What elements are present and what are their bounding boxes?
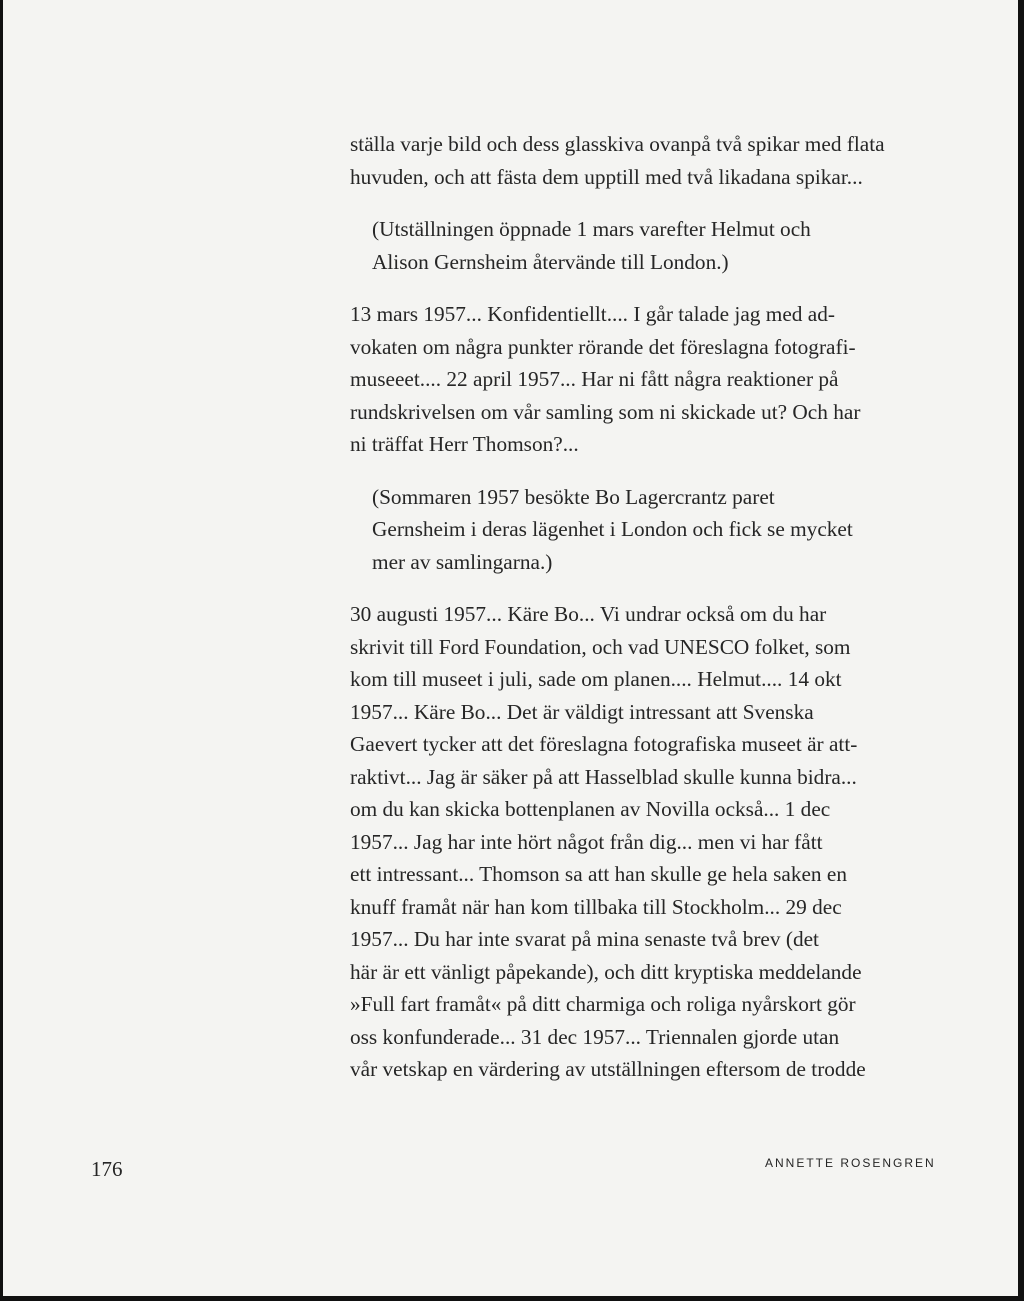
text-line: 13 mars 1957... Konfidentiellt.... I går talade jag med ad-: [350, 302, 835, 326]
text-line: knuff framåt när han kom tillbaka till Stockholm... 29 dec: [350, 894, 842, 919]
text-line: (Sommaren 1957 besökte Bo Lagercrantz paret: [372, 484, 775, 509]
text-line: om du kan skicka bottenplanen av Novilla också... 1 dec: [350, 797, 831, 821]
text-line: ni träffat Herr Thomson?...: [350, 432, 579, 456]
text-line: här är ett vänligt påpekande), och ditt kryptiska meddelande: [350, 959, 862, 984]
text-line: Gaevert tycker att det föreslagna fotografiska museet är att-: [350, 732, 858, 756]
text-line: 1957... Käre Bo... Det är väldigt intressant att Svenska: [350, 699, 814, 724]
text-line: oss konfunderade... 31 dec 1957... Triennalen gjorde utan: [350, 1024, 840, 1049]
text-line: mer av samlingarna.): [372, 549, 553, 574]
text-line: 1957... Du har inte svarat på mina senaste två brev (det: [350, 927, 819, 951]
text-line: ställa varje bild och dess glasskiva ovanpå två spikar med flata: [350, 132, 885, 156]
text-line: rundskrivelsen om vår samling som ni skickade ut? Och har: [350, 399, 861, 424]
body-text: [350, 128, 910, 1106]
aside-paragraph: [350, 213, 910, 278]
running-head-author: ANNETTE ROSENGREN: [765, 1156, 936, 1170]
aside-paragraph: [350, 481, 910, 579]
page-number: 176: [91, 1157, 123, 1181]
text-line: raktivt... Jag är säker på att Hasselblad skulle kunna bidra...: [350, 764, 857, 789]
text-line: Gernsheim i deras lägenhet i London och fick se mycket: [372, 517, 853, 541]
text-line: skrivit till Ford Foundation, och vad UNESCO folket, som: [350, 634, 851, 659]
body-paragraph: [350, 598, 910, 1086]
body-paragraph: [350, 128, 910, 193]
text-line: huvuden, och att fästa dem upptill med två likadana spikar...: [350, 164, 863, 189]
text-line: Alison Gernsheim återvände till London.): [372, 249, 729, 274]
text-line: museeet.... 22 april 1957... Har ni fått några reaktioner på: [350, 367, 839, 391]
body-paragraph: [350, 298, 910, 461]
book-page: [3, 0, 1018, 1296]
text-line: »Full fart framåt« på ditt charmiga och roliga nyårskort gör: [350, 992, 856, 1016]
text-line: 1957... Jag har inte hört något från dig... men vi har fått: [350, 829, 823, 854]
text-line: 30 augusti 1957... Käre Bo... Vi undrar också om du har: [350, 602, 827, 626]
text-line: vokaten om några punkter rörande det föreslagna fotografi-: [350, 334, 856, 359]
text-line: vår vetskap en värdering av utställningen eftersom de trodde: [350, 1057, 866, 1081]
text-line: ett intressant... Thomson sa att han skulle ge hela saken en: [350, 862, 848, 886]
text-line: kom till museet i juli, sade om planen.... Helmut.... 14 okt: [350, 667, 842, 691]
text-line: (Utställningen öppnade 1 mars varefter Helmut och: [372, 217, 811, 241]
